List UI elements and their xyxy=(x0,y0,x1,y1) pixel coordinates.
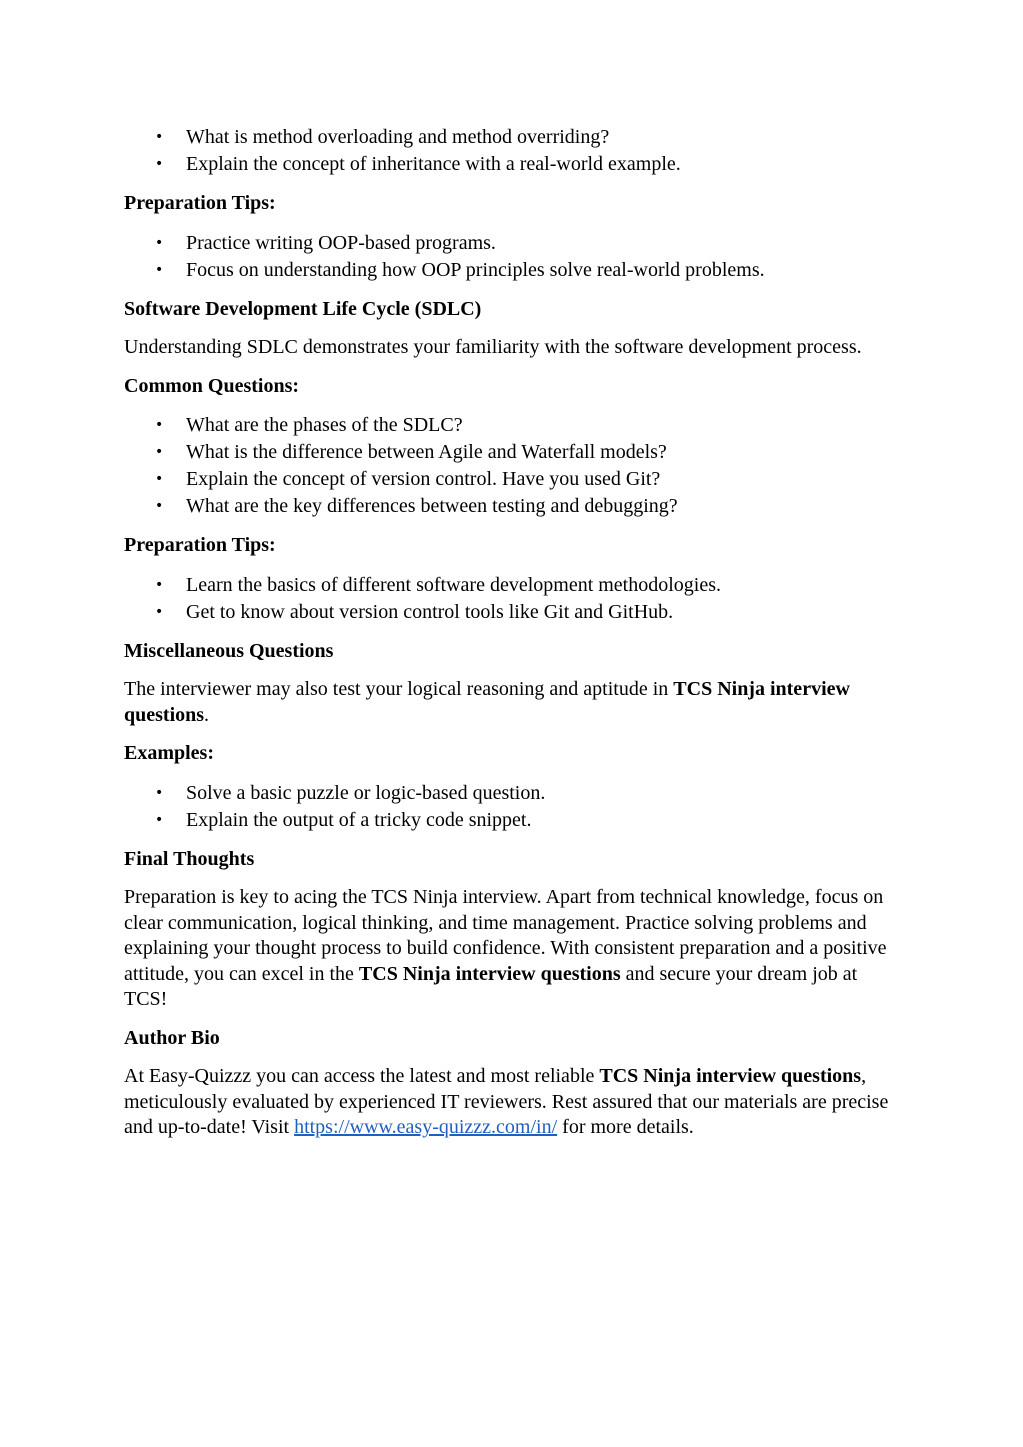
list-item: • Solve a basic puzzle or logic-based question. xyxy=(124,780,904,807)
misc-intro: The interviewer may also test your logical reasoning and aptitude in TCS Ninja interview questions. xyxy=(124,678,850,726)
bullet-icon: • xyxy=(155,603,164,620)
sdlc-prep-tips-list xyxy=(124,572,904,626)
sdlc-intro: Understanding SDLC demonstrates your familiarity with the software development process. xyxy=(124,336,862,358)
list-item: • What is the difference between Agile and Waterfall models? xyxy=(124,439,904,466)
final-thoughts-text: Preparation is key to acing the TCS Ninja interview. Apart from technical knowledge, focus on clear communication, logical thinking, and time management. Practice solving problems and explaining your thought process to build confidence. With consistent preparation and a positive attitude, you can excel in the TCS Ninja interview questions and secure your dream job at TCS! xyxy=(124,886,887,1010)
list-item: • Learn the basics of different software development methodologies. xyxy=(124,572,904,599)
list-item: • Focus on understanding how OOP principles solve real-world problems. xyxy=(124,257,904,284)
bullet-icon: • xyxy=(155,498,164,514)
list-item: • What are the key differences between testing and debugging? xyxy=(124,493,904,520)
bullet-icon: • xyxy=(155,234,164,251)
list-item: • What is method overloading and method overriding? xyxy=(124,124,904,151)
prep-tips-list xyxy=(124,230,904,284)
bullet-icon: • xyxy=(155,444,164,460)
list-item: • Explain the output of a tricky code snippet. xyxy=(124,807,904,834)
misc-heading: Miscellaneous Questions xyxy=(124,639,334,662)
list-item: • Get to know about version control tools like Git and GitHub. xyxy=(124,599,904,626)
document-body xyxy=(124,124,904,1141)
bullet-icon: • xyxy=(155,261,164,278)
prep-tips-heading: Preparation Tips: xyxy=(124,192,276,214)
list-item: • Explain the concept of version control. Have you used Git? xyxy=(124,466,904,493)
examples-heading: Examples: xyxy=(124,742,214,764)
author-bio-heading: Author Bio xyxy=(124,1026,220,1049)
bullet-icon: • xyxy=(155,156,164,172)
list-item: • What are the phases of the SDLC? xyxy=(124,412,904,439)
bullet-icon: • xyxy=(155,129,164,145)
author-bio-text: At Easy-Quizzz you can access the latest and most reliable TCS Ninja interview questions, meticulously evaluated by experienced IT reviewers. Rest assured that our materials are precise and up-to-date! Visit https://www.easy-quizzz.com/in/ for more details. xyxy=(124,1065,889,1138)
sdlc-questions-list xyxy=(124,412,904,520)
bullet-icon: • xyxy=(155,811,164,828)
final-thoughts-heading: Final Thoughts xyxy=(124,847,255,870)
sdlc-heading: Software Development Life Cycle (SDLC) xyxy=(124,297,482,320)
easy-quizzz-link[interactable]: https://www.easy-quizzz.com/in/ xyxy=(294,1116,558,1138)
oop-questions-list xyxy=(124,124,904,178)
bullet-icon: • xyxy=(155,471,164,487)
sdlc-prep-tips-heading: Preparation Tips: xyxy=(124,534,276,556)
examples-list xyxy=(124,780,904,834)
list-item: • Explain the concept of inheritance with a real-world example. xyxy=(124,151,904,178)
list-item: • Practice writing OOP-based programs. xyxy=(124,230,904,257)
bullet-icon: • xyxy=(155,417,164,433)
bullet-icon: • xyxy=(155,576,164,593)
sdlc-common-questions-heading: Common Questions: xyxy=(124,374,300,397)
bullet-icon: • xyxy=(155,784,164,801)
